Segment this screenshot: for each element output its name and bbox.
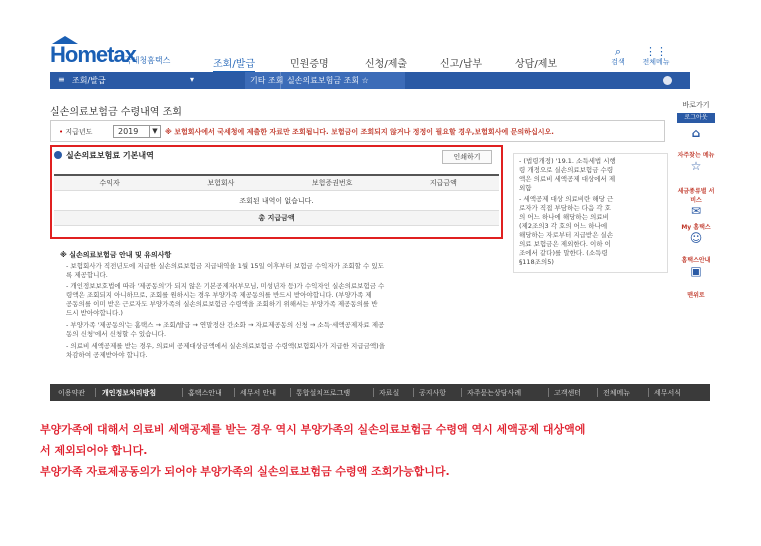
my-hometax-link[interactable]: [677, 222, 715, 245]
side-info-line: 령 개정으로 실손의료보험금 수령: [519, 166, 614, 174]
footer-link[interactable]: 전체메뉴: [603, 389, 631, 397]
guide-line: 동의 신청'에서 신청할 수 있습니다.: [66, 330, 167, 338]
footer-separator: [95, 388, 96, 397]
side-info-line: 의 어느 하나에 해당하는 의료비: [519, 213, 609, 221]
year-select[interactable]: [113, 125, 161, 138]
mail-icon: ✉: [690, 204, 702, 218]
nav-civil-certificate[interactable]: 민원증명: [290, 59, 329, 70]
nav-consult-report[interactable]: 상담/제보: [515, 59, 558, 70]
col-insurer: 보험회사: [207, 179, 235, 187]
hometax-logo[interactable]: [50, 42, 170, 70]
year-filter-row: [50, 120, 665, 142]
guide-line: 령액은 조회되지 아니하므로, 조회를 원하시는 경우 부양가족 제공동의를 반드시 받아야합니다. (부양가족 제: [66, 291, 372, 299]
total-label: 총 지급금액: [258, 214, 295, 222]
footer-separator: [461, 388, 462, 397]
empty-message: 조회된 내역이 없습니다.: [239, 197, 314, 205]
nav-application-submit[interactable]: 신청/제출: [365, 59, 408, 70]
footer-link[interactable]: 자료실: [379, 389, 400, 397]
breadcrumb: [50, 72, 690, 89]
side-info-line: (제2조의3 각 호의 어느 하나에: [519, 222, 608, 230]
footer-link[interactable]: 자주묻는상담사례: [467, 389, 522, 397]
all-menu-label: 전체메뉴: [642, 58, 670, 66]
year-filter-note: ※ 보험회사에서 국세청에 제출한 자료만 조회됩니다. 보험금이 조회되지 않거나 정정이 필요할 경우,보험회사에 문의하십시오.: [165, 128, 554, 136]
side-info-line: 해당하는 자로부터 지급받은 실손: [519, 231, 614, 239]
hometax-guide-label: 홈택스안내: [681, 257, 711, 264]
all-menu-button[interactable]: [641, 46, 671, 67]
logo-text: Hometax: [50, 42, 136, 67]
footer-separator: [373, 388, 374, 397]
grid-icon: ⋮⋮: [645, 45, 667, 58]
caption-line-3: 부양가족 자료제공동의가 되어야 부양가족의 실손의료보험금 수령액 조회가능합니다.: [40, 465, 450, 478]
search-icon: ⌕: [614, 45, 622, 58]
footer-link[interactable]: 세무서 안내: [240, 389, 277, 397]
footer-link[interactable]: 세무서식: [654, 389, 682, 397]
person-icon: ☺: [689, 231, 703, 245]
footer-separator: [182, 388, 183, 397]
side-info-line: 외함: [519, 184, 532, 192]
chevron-down-icon[interactable]: ▾: [190, 75, 195, 84]
footer-separator: [290, 388, 291, 397]
caption-line-1: 부양가족에 대해서 의료비 세액공제를 받는 경우 역시 부양가족의 실손의료보험금 수령액 역시 세액공제 대상액에: [40, 423, 586, 436]
guide-line: - 의료비 세액공제를 받는 경우, 의료비 공제대상금액에서 실손의료보험금 수령액(보험회사가 지급한 지급금액)을: [66, 342, 385, 350]
footer-link-privacy[interactable]: 개인정보처리방침: [102, 389, 157, 397]
nav-inquiry-issue[interactable]: 조회/발급: [213, 55, 255, 70]
side-info-line: - (법령개정) '19.1. 소득세법 시행: [519, 157, 616, 165]
footer-separator: [413, 388, 414, 397]
logo-roof-icon: [52, 36, 78, 44]
col-beneficiary: 수익자: [99, 179, 120, 187]
side-info-line: 로자가 직접 부담하는 다음 각 호: [519, 204, 611, 212]
guide-line: 록 제공합니다.: [66, 271, 108, 279]
guide-line: 차감하여 공제받아야 합니다.: [66, 351, 148, 359]
star-icon: ☆: [690, 159, 702, 173]
hometax-guide-link[interactable]: [677, 255, 715, 278]
guide-line: - 부양가족 '제공동의'는 홈택스 → 조회/발급 → 연말정산 간소화 → 자료제공동의 신청 → 소득·세액공제자료 제공: [66, 321, 385, 329]
quick-links-title: 바로가기: [682, 101, 710, 109]
favorite-menu-label: 자주찾는 메뉴: [677, 152, 715, 159]
breadcrumb-toggle[interactable]: [663, 76, 672, 85]
year-select-value: 2019: [118, 127, 139, 136]
col-policy-number: 보험증권번호: [311, 179, 353, 187]
tax-service-link[interactable]: [677, 186, 715, 218]
year-label: • 지급년도: [59, 127, 92, 137]
footer-link[interactable]: 통합설치프로그램: [296, 389, 351, 397]
breadcrumb-item-current[interactable]: 실손의료보험금 조회 ☆: [287, 76, 369, 85]
table-header-row: [54, 176, 499, 191]
footer-separator: [234, 388, 235, 397]
page-title: 실손의료보험금 수령내역 조회: [50, 107, 182, 118]
footer-separator: [648, 388, 649, 397]
laptop-icon: ▣: [690, 264, 702, 278]
favorite-menu-link[interactable]: [677, 150, 715, 173]
side-info-line: 조에서 같다)를 말한다. (소득령: [519, 249, 608, 257]
table-total-row: [54, 211, 499, 226]
logo-subtitle: 국세청홈택스: [124, 56, 171, 65]
caption-line-2: 서 제외되어야 합니다.: [40, 444, 148, 457]
side-info-line: - 세액공제 대상 의료비란 해당 근: [519, 195, 614, 203]
print-button[interactable]: 인쇄하기: [442, 150, 492, 164]
footer-link[interactable]: 공지사항: [419, 389, 447, 397]
home-icon: ⌂: [691, 126, 701, 140]
guide-line: - 보험회사가 직전년도에 지급한 실손의료보험금 지급내역을 1월 15일 이후부터 보험금 수익자가 조회할 수 있도: [66, 262, 384, 270]
top-label: 맨위로: [687, 292, 705, 299]
basic-info-title: 실손의료보험료 기본내역: [54, 150, 154, 161]
table-empty-row: [54, 191, 499, 211]
footer-separator: [597, 388, 598, 397]
menu-icon[interactable]: ≡: [58, 75, 65, 84]
side-info-line: 액은 의료비 세액공제 대상에서 제: [519, 175, 616, 183]
footer-link[interactable]: 이용약관: [58, 389, 86, 397]
footer-separator: [548, 388, 549, 397]
guide-line: 공동의를 이미 받은 근로자도 부양가족의 실손의료보험금 수령액을 조회하기 위해서는 부양가족 제공동의를 반: [66, 300, 378, 308]
col-amount: 지급금액: [429, 179, 457, 187]
footer-link[interactable]: 고객센터: [554, 389, 582, 397]
guide-title: ※ 실손의료보험금 안내 및 유의사항: [60, 251, 172, 259]
home-shortcut[interactable]: [677, 126, 715, 140]
search-label: 검색: [611, 58, 625, 66]
side-info-line: 의료 보험금은 제외한다. 이하 이: [519, 240, 611, 248]
footer-link[interactable]: 홈택스안내: [188, 389, 222, 397]
breadcrumb-item-inquiry[interactable]: 조회/발급: [72, 76, 106, 85]
top-button[interactable]: [677, 290, 715, 299]
guide-line: - 개인정보보호법에 따라 '제공동의'가 되지 않은 기본공제자(부모님, 미성년자 등)가 수익자인 실손의료보험금 수: [66, 282, 385, 290]
basic-info-table: [54, 174, 499, 226]
footer-bar: [50, 384, 710, 401]
nav-report-payment[interactable]: 신고/납부: [440, 59, 483, 70]
chevron-down-icon: ▼: [149, 126, 160, 137]
breadcrumb-item-other[interactable]: 기타 조회: [250, 76, 284, 85]
my-hometax-label: My 홈택스: [681, 224, 711, 231]
logout-button[interactable]: 로그아웃: [677, 113, 715, 123]
guide-line: 드시 받아야합니다.): [66, 309, 123, 317]
tax-service-label: 세금종류별 서비스: [677, 188, 715, 204]
side-info-line: §118조의5): [519, 258, 554, 266]
search-button[interactable]: [603, 46, 633, 67]
